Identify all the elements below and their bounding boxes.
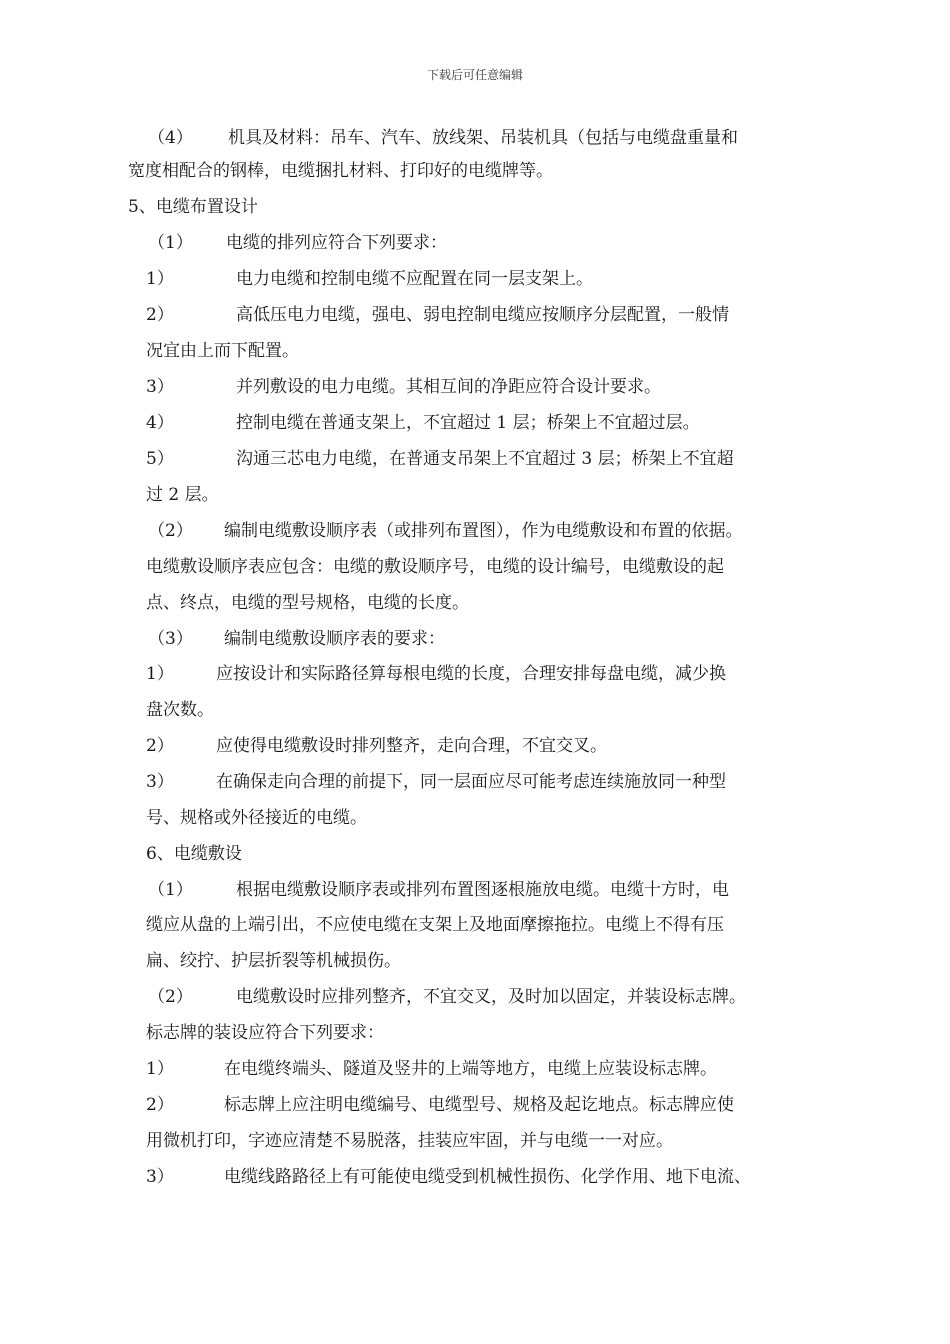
text-line — [128, 196, 258, 218]
text-line — [146, 807, 367, 829]
line-text: 缆应从盘的上端引出，不应使电缆在支架上及地面摩擦拖拉。电缆上不得有压 — [146, 915, 724, 935]
line-text: 应使得电缆敷设时排列整齐，走向合理，不宜交叉。 — [216, 736, 607, 756]
text-line — [146, 484, 219, 506]
line-text: 过 2 层。 — [146, 485, 219, 505]
text-line — [148, 232, 447, 254]
line-text: 盘次数。 — [146, 700, 214, 720]
list-marker: （4） — [148, 128, 193, 148]
line-text: 标志牌的装设应符合下列要求： — [146, 1023, 384, 1043]
list-marker: （1） — [148, 233, 193, 253]
text-line — [148, 520, 743, 542]
text-line — [146, 1058, 717, 1080]
text-line — [146, 1094, 734, 1116]
line-text: 沟通三芯电力电缆，在普通支吊架上不宜超过 3 层；桥架上不宜超 — [236, 449, 734, 469]
line-text: 况宜由上而下配置。 — [146, 341, 299, 361]
text-line — [146, 340, 299, 362]
line-text: 标志牌上应注明电缆编号、电缆型号、规格及起讫地点。标志牌应使 — [224, 1095, 734, 1115]
text-line — [146, 376, 661, 398]
list-marker: 5） — [146, 449, 174, 469]
line-text: 6、电缆敷设 — [146, 844, 242, 864]
list-marker: 4） — [146, 413, 174, 433]
list-marker: 3） — [146, 377, 174, 397]
list-marker: （2） — [148, 987, 193, 1007]
text-line — [146, 268, 593, 290]
page-header: 下载后可任意编辑 — [426, 68, 523, 82]
list-marker: 1） — [146, 1059, 174, 1079]
line-text: 电缆线路路径上有可能使电缆受到机械性损伤、化学作用、地下电流、 — [224, 1167, 751, 1187]
text-line — [146, 1166, 751, 1188]
text-line — [146, 304, 729, 326]
text-line — [146, 699, 214, 721]
text-line — [146, 914, 724, 936]
text-line — [146, 1130, 673, 1152]
list-marker: 1） — [146, 664, 174, 684]
text-line — [146, 1022, 384, 1044]
text-line — [146, 412, 700, 434]
line-text: 编制电缆敷设顺序表（或排列布置图），作为电缆敷设和布置的依据。 — [224, 521, 743, 541]
text-line — [148, 986, 746, 1008]
line-text: 用微机打印，字迹应清楚不易脱落，挂装应牢固，并与电缆一一对应。 — [146, 1131, 673, 1151]
text-line — [146, 950, 401, 972]
text-line — [146, 448, 734, 470]
line-text: 扁、绞拧、护层折裂等机械损伤。 — [146, 951, 401, 971]
list-marker: （2） — [148, 521, 193, 541]
line-text: 高低压电力电缆，强电、弱电控制电缆应按顺序分层配置，一般情 — [236, 305, 729, 325]
line-text: 应按设计和实际路径算每根电缆的长度，合理安排每盘电缆，减少换 — [216, 664, 726, 684]
list-marker: 2） — [146, 1095, 174, 1115]
text-line — [148, 879, 729, 901]
text-line — [128, 160, 553, 182]
list-marker: 3） — [146, 1167, 174, 1187]
list-marker: 2） — [146, 736, 174, 756]
line-text: 在电缆终端头、隧道及竖井的上端等地方，电缆上应装设标志牌。 — [224, 1059, 717, 1079]
line-text: 电缆敷设顺序表应包含：电缆的敷设顺序号，电缆的设计编号，电缆敷设的起 — [146, 557, 724, 577]
list-marker: 3） — [146, 772, 174, 792]
line-text: 编制电缆敷设顺序表的要求： — [224, 629, 445, 649]
text-line — [146, 663, 726, 685]
text-line — [148, 127, 738, 149]
line-text: 号、规格或外径接近的电缆。 — [146, 808, 367, 828]
line-text: 机具及材料：吊车、汽车、放线架、吊装机具（包括与电缆盘重量和 — [228, 128, 738, 148]
line-text: 在确保走向合理的前提下，同一层面应尽可能考虑连续施放同一种型 — [216, 772, 726, 792]
list-marker: （3） — [148, 629, 193, 649]
list-marker: （1） — [148, 880, 193, 900]
list-marker: 1） — [146, 269, 174, 289]
text-line — [146, 556, 724, 578]
text-line — [148, 628, 445, 650]
line-text: 点、终点，电缆的型号规格，电缆的长度。 — [146, 593, 469, 613]
text-line — [146, 771, 726, 793]
line-text: 电力电缆和控制电缆不应配置在同一层支架上。 — [236, 269, 593, 289]
text-line — [146, 592, 469, 614]
line-text: 控制电缆在普通支架上，不宜超过 1 层；桥架上不宜超过层。 — [236, 413, 700, 433]
line-text: 并列敷设的电力电缆。其相互间的净距应符合设计要求。 — [236, 377, 661, 397]
line-text: 根据电缆敷设顺序表或排列布置图逐根施放电缆。电缆十方时，电 — [236, 880, 729, 900]
line-text: 电缆的排列应符合下列要求： — [226, 233, 447, 253]
line-text: 电缆敷设时应排列整齐，不宜交叉，及时加以固定，并装设标志牌。 — [236, 987, 746, 1007]
list-marker: 2） — [146, 305, 174, 325]
line-text: 宽度相配合的钢棒，电缆捆扎材料、打印好的电缆牌等。 — [128, 161, 553, 181]
text-line — [146, 843, 242, 865]
text-line — [146, 735, 607, 757]
line-text: 5、电缆布置设计 — [128, 197, 258, 217]
